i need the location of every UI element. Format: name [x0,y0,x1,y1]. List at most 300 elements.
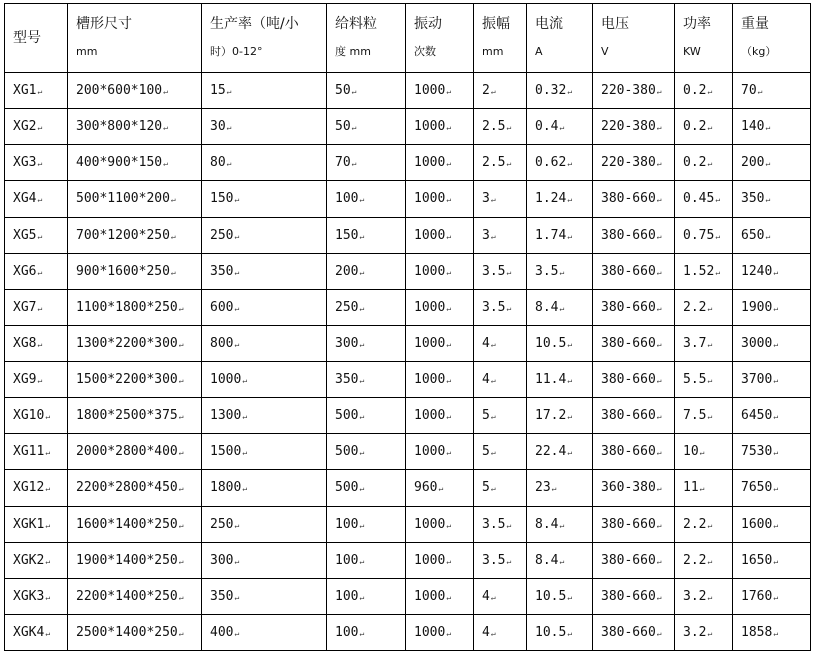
cell-value: XG6 [13,263,37,279]
cell-value: 1000 [414,624,446,640]
cell-amplitude [474,506,527,542]
cell-value: 3.5 [482,263,506,279]
paragraph-mark: ↵ [506,520,512,530]
cell-voltage [593,470,675,506]
cell-model [5,145,68,181]
cell-value: 1800 [210,480,242,496]
header-current-line1: 电流 [535,16,563,32]
cell-value: 0.45 [683,191,715,207]
cell-value: 300 [210,552,234,568]
cell-current [527,542,593,578]
cell-vibration-frequency [406,470,474,506]
header-amplitude [474,4,527,73]
cell-value: 2.2 [683,516,707,532]
cell-trough-size [68,506,202,542]
cell-value: 70 [335,155,351,171]
cell-power [675,398,733,434]
cell-model [5,542,68,578]
table-row [5,398,811,434]
cell-vibration-frequency [406,542,474,578]
cell-value: XG12 [13,480,45,496]
cell-value: 350 [210,588,234,604]
paragraph-mark: ↵ [707,412,713,422]
cell-current [527,614,593,650]
paragraph-mark: ↵ [178,628,184,638]
paragraph-mark: ↵ [567,339,573,349]
cell-value: XG1 [13,83,37,99]
paragraph-mark: ↵ [656,267,662,277]
cell-value: 500*1100*200 [76,191,170,207]
header-model-line1: 型号 [13,30,41,46]
table-row [5,181,811,217]
paragraph-mark: ↵ [242,412,248,422]
paragraph-mark: ↵ [170,267,176,277]
cell-capacity [202,325,327,361]
cell-feed-size [327,145,406,181]
paragraph-mark: ↵ [765,231,771,241]
paragraph-mark: ↵ [446,231,452,241]
header-current-line2: A [535,45,543,58]
cell-value: 2.2 [683,299,707,315]
cell-trough-size [68,253,202,289]
paragraph-mark: ↵ [178,520,184,530]
header-feed-size-line2: 度 mm [335,45,371,58]
paragraph-mark: ↵ [656,87,662,97]
cell-value: 50 [335,119,351,135]
cell-value: 1000 [414,588,446,604]
cell-value: 8.4 [535,299,559,315]
header-vibration-frequency-line2: 次数 [414,45,436,58]
cell-current [527,145,593,181]
paragraph-mark: ↵ [45,592,51,602]
cell-current [527,73,593,109]
paragraph-mark: ↵ [45,412,51,422]
cell-value: 100 [335,516,359,532]
cell-value: 380-660 [601,408,656,424]
paragraph-mark: ↵ [37,123,43,133]
cell-value: 3700 [741,372,773,388]
cell-vibration-frequency [406,217,474,253]
cell-value: 4 [482,624,490,640]
cell-amplitude [474,253,527,289]
paragraph-mark: ↵ [707,592,713,602]
table-row [5,578,811,614]
cell-value: 2200*1400*250 [76,588,178,604]
paragraph-mark: ↵ [567,628,573,638]
paragraph-mark: ↵ [446,267,452,277]
cell-value: XGK4 [13,624,45,640]
cell-power [675,289,733,325]
cell-value: 1000 [414,444,446,460]
cell-value: 1000 [414,155,446,171]
cell-value: 3.7 [683,335,707,351]
paragraph-mark: ↵ [359,484,365,494]
cell-capacity [202,398,327,434]
paragraph-mark: ↵ [757,87,763,97]
cell-value: 3.2 [683,624,707,640]
cell-value: 650 [741,227,765,243]
cell-value: 17.2 [535,408,567,424]
cell-feed-size [327,506,406,542]
cell-value: 1858 [741,624,773,640]
cell-value: 4 [482,372,490,388]
cell-capacity [202,253,327,289]
cell-power [675,506,733,542]
paragraph-mark: ↵ [506,303,512,313]
table-row [5,253,811,289]
header-weight-line1: 重量 [741,16,769,32]
paragraph-mark: ↵ [242,484,248,494]
cell-value: 150 [210,191,234,207]
cell-trough-size [68,434,202,470]
paragraph-mark: ↵ [567,412,573,422]
cell-value: 1000 [414,83,446,99]
cell-feed-size [327,253,406,289]
paragraph-mark: ↵ [45,628,51,638]
cell-model [5,109,68,145]
cell-weight [733,578,811,614]
paragraph-mark: ↵ [656,195,662,205]
cell-trough-size [68,578,202,614]
cell-model [5,289,68,325]
cell-amplitude [474,470,527,506]
cell-feed-size [327,325,406,361]
cell-trough-size [68,145,202,181]
cell-value: 400*900*150 [76,155,163,171]
cell-current [527,217,593,253]
paragraph-mark: ↵ [765,195,771,205]
paragraph-mark: ↵ [656,556,662,566]
header-voltage-line1: 电压 [601,16,629,32]
cell-feed-size [327,181,406,217]
cell-model [5,578,68,614]
paragraph-mark: ↵ [178,412,184,422]
cell-value: 1300 [210,408,242,424]
cell-value: 3 [482,191,490,207]
table-row [5,434,811,470]
table-row [5,470,811,506]
paragraph-mark: ↵ [656,123,662,133]
paragraph-mark: ↵ [37,195,43,205]
cell-value: 380-660 [601,444,656,460]
cell-value: 500 [335,480,359,496]
cell-model [5,470,68,506]
paragraph-mark: ↵ [490,484,496,494]
cell-value: 2500*1400*250 [76,624,178,640]
paragraph-mark: ↵ [707,159,713,169]
paragraph-mark: ↵ [656,159,662,169]
cell-value: 140 [741,119,765,135]
header-capacity [202,4,327,73]
cell-value: 3.5 [482,516,506,532]
cell-power [675,578,733,614]
table-row [5,325,811,361]
cell-weight [733,470,811,506]
paragraph-mark: ↵ [351,123,357,133]
header-trough-size [68,4,202,73]
paragraph-mark: ↵ [359,231,365,241]
cell-value: 700*1200*250 [76,227,170,243]
paragraph-mark: ↵ [163,123,168,133]
paragraph-mark: ↵ [490,339,496,349]
cell-voltage [593,325,675,361]
paragraph-mark: ↵ [490,448,496,458]
table-row [5,145,811,181]
cell-weight [733,362,811,398]
cell-voltage [593,109,675,145]
paragraph-mark: ↵ [359,303,365,313]
cell-feed-size [327,578,406,614]
cell-power [675,145,733,181]
cell-value: 0.2 [683,155,707,171]
cell-voltage [593,145,675,181]
header-power [675,4,733,73]
header-amplitude-line1: 振幅 [482,16,510,32]
cell-value: 1.52 [683,263,715,279]
cell-value: 380-660 [601,227,656,243]
header-amplitude-line2: mm [482,45,504,58]
paragraph-mark: ↵ [567,592,573,602]
paragraph-mark: ↵ [37,376,43,386]
cell-value: 7.5 [683,408,707,424]
paragraph-mark: ↵ [446,592,452,602]
paragraph-mark: ↵ [715,267,721,277]
paragraph-mark: ↵ [656,628,662,638]
cell-vibration-frequency [406,325,474,361]
cell-model [5,253,68,289]
header-voltage-line2: V [601,45,609,58]
cell-value: 0.4 [535,119,559,135]
cell-value: 1600*1400*250 [76,516,178,532]
cell-value: XG3 [13,155,37,171]
paragraph-mark: ↵ [163,159,168,169]
cell-value: 1000 [414,191,446,207]
cell-amplitude [474,614,527,650]
paragraph-mark: ↵ [551,484,557,494]
paragraph-mark: ↵ [359,195,365,205]
cell-amplitude [474,325,527,361]
cell-value: 380-660 [601,552,656,568]
cell-vibration-frequency [406,253,474,289]
cell-voltage [593,434,675,470]
cell-value: 960 [414,480,438,496]
cell-value: 380-660 [601,372,656,388]
cell-capacity [202,145,327,181]
cell-vibration-frequency [406,289,474,325]
cell-value: 1300*2200*300 [76,335,178,351]
paragraph-mark: ↵ [242,448,248,458]
cell-value: 3.5 [482,299,506,315]
cell-value: 5 [482,480,490,496]
cell-amplitude [474,289,527,325]
paragraph-mark: ↵ [234,267,240,277]
paragraph-mark: ↵ [773,448,779,458]
cell-value: 7650 [741,480,773,496]
cell-vibration-frequency [406,73,474,109]
table-row [5,614,811,650]
paragraph-mark: ↵ [559,267,565,277]
cell-trough-size [68,470,202,506]
paragraph-mark: ↵ [226,87,232,97]
cell-power [675,434,733,470]
cell-feed-size [327,434,406,470]
cell-power [675,470,733,506]
cell-weight [733,253,811,289]
cell-capacity [202,434,327,470]
cell-vibration-frequency [406,109,474,145]
cell-value: 220-380 [601,155,656,171]
cell-value: 7530 [741,444,773,460]
cell-value: 11 [683,480,699,496]
cell-model [5,506,68,542]
cell-amplitude [474,398,527,434]
paragraph-mark: ↵ [234,592,240,602]
cell-current [527,253,593,289]
paragraph-mark: ↵ [490,628,496,638]
cell-value: 22.4 [535,444,567,460]
cell-value: 11.4 [535,372,567,388]
header-row [5,4,811,73]
paragraph-mark: ↵ [773,303,779,313]
header-weight-line2: （kg） [741,45,777,58]
paragraph-mark: ↵ [707,376,713,386]
spec-table [4,3,811,651]
cell-voltage [593,506,675,542]
header-power-line2: KW [683,45,701,58]
cell-value: XG11 [13,444,45,460]
cell-value: 50 [335,83,351,99]
cell-value: XGK1 [13,516,45,532]
cell-value: XG9 [13,372,37,388]
paragraph-mark: ↵ [656,303,662,313]
cell-value: 380-660 [601,516,656,532]
cell-amplitude [474,578,527,614]
cell-model [5,73,68,109]
cell-value: 0.62 [535,155,567,171]
cell-value: 350 [210,263,234,279]
cell-voltage [593,289,675,325]
cell-value: 0.32 [535,83,567,99]
paragraph-mark: ↵ [45,484,51,494]
cell-current [527,325,593,361]
cell-weight [733,73,811,109]
cell-value: 3.5 [482,552,506,568]
cell-value: 200 [335,263,359,279]
paragraph-mark: ↵ [656,484,662,494]
cell-feed-size [327,362,406,398]
cell-current [527,398,593,434]
paragraph-mark: ↵ [707,556,713,566]
paragraph-mark: ↵ [656,520,662,530]
cell-value: 10 [683,444,699,460]
cell-feed-size [327,217,406,253]
cell-vibration-frequency [406,362,474,398]
cell-weight [733,145,811,181]
cell-amplitude [474,145,527,181]
cell-value: 1000 [414,227,446,243]
cell-value: 5 [482,408,490,424]
cell-power [675,253,733,289]
header-model [5,4,68,73]
paragraph-mark: ↵ [707,123,713,133]
cell-value: 100 [335,191,359,207]
cell-value: XG7 [13,299,37,315]
paragraph-mark: ↵ [559,123,565,133]
header-capacity-line2: 时）0-12° [210,45,263,58]
paragraph-mark: ↵ [559,520,565,530]
paragraph-mark: ↵ [765,159,771,169]
paragraph-mark: ↵ [178,592,184,602]
paragraph-mark: ↵ [567,376,573,386]
paragraph-mark: ↵ [446,520,452,530]
paragraph-mark: ↵ [707,87,713,97]
paragraph-mark: ↵ [446,159,452,169]
cell-value: 8.4 [535,552,559,568]
cell-value: 400 [210,624,234,640]
cell-value: 250 [335,299,359,315]
cell-value: 220-380 [601,119,656,135]
cell-value: 380-660 [601,299,656,315]
cell-value: XGK2 [13,552,45,568]
paragraph-mark: ↵ [773,520,779,530]
cell-amplitude [474,181,527,217]
header-capacity-line1: 生产率（吨/小 [210,16,299,32]
paragraph-mark: ↵ [37,339,43,349]
paragraph-mark: ↵ [567,231,573,241]
cell-trough-size [68,614,202,650]
paragraph-mark: ↵ [178,339,184,349]
paragraph-mark: ↵ [490,412,496,422]
cell-trough-size [68,181,202,217]
cell-value: 8.4 [535,516,559,532]
paragraph-mark: ↵ [506,556,512,566]
cell-value: 10.5 [535,335,567,351]
table-row [5,217,811,253]
cell-voltage [593,362,675,398]
cell-current [527,289,593,325]
cell-feed-size [327,542,406,578]
cell-model [5,398,68,434]
cell-capacity [202,578,327,614]
cell-power [675,362,733,398]
paragraph-mark: ↵ [490,592,496,602]
paragraph-mark: ↵ [234,556,240,566]
cell-value: 100 [335,552,359,568]
paragraph-mark: ↵ [707,303,713,313]
cell-capacity [202,109,327,145]
cell-vibration-frequency [406,506,474,542]
paragraph-mark: ↵ [37,267,43,277]
cell-value: XG5 [13,227,37,243]
cell-value: 800 [210,335,234,351]
paragraph-mark: ↵ [506,159,512,169]
cell-value: 300*800*120 [76,119,163,135]
paragraph-mark: ↵ [715,195,721,205]
paragraph-mark: ↵ [351,159,357,169]
table-row [5,73,811,109]
paragraph-mark: ↵ [773,267,779,277]
cell-value: 1000 [414,552,446,568]
paragraph-mark: ↵ [226,123,232,133]
cell-current [527,506,593,542]
cell-model [5,325,68,361]
paragraph-mark: ↵ [446,412,452,422]
cell-value: 2.5 [482,119,506,135]
paragraph-mark: ↵ [567,159,573,169]
paragraph-mark: ↵ [699,484,705,494]
cell-vibration-frequency [406,614,474,650]
paragraph-mark: ↵ [234,520,240,530]
